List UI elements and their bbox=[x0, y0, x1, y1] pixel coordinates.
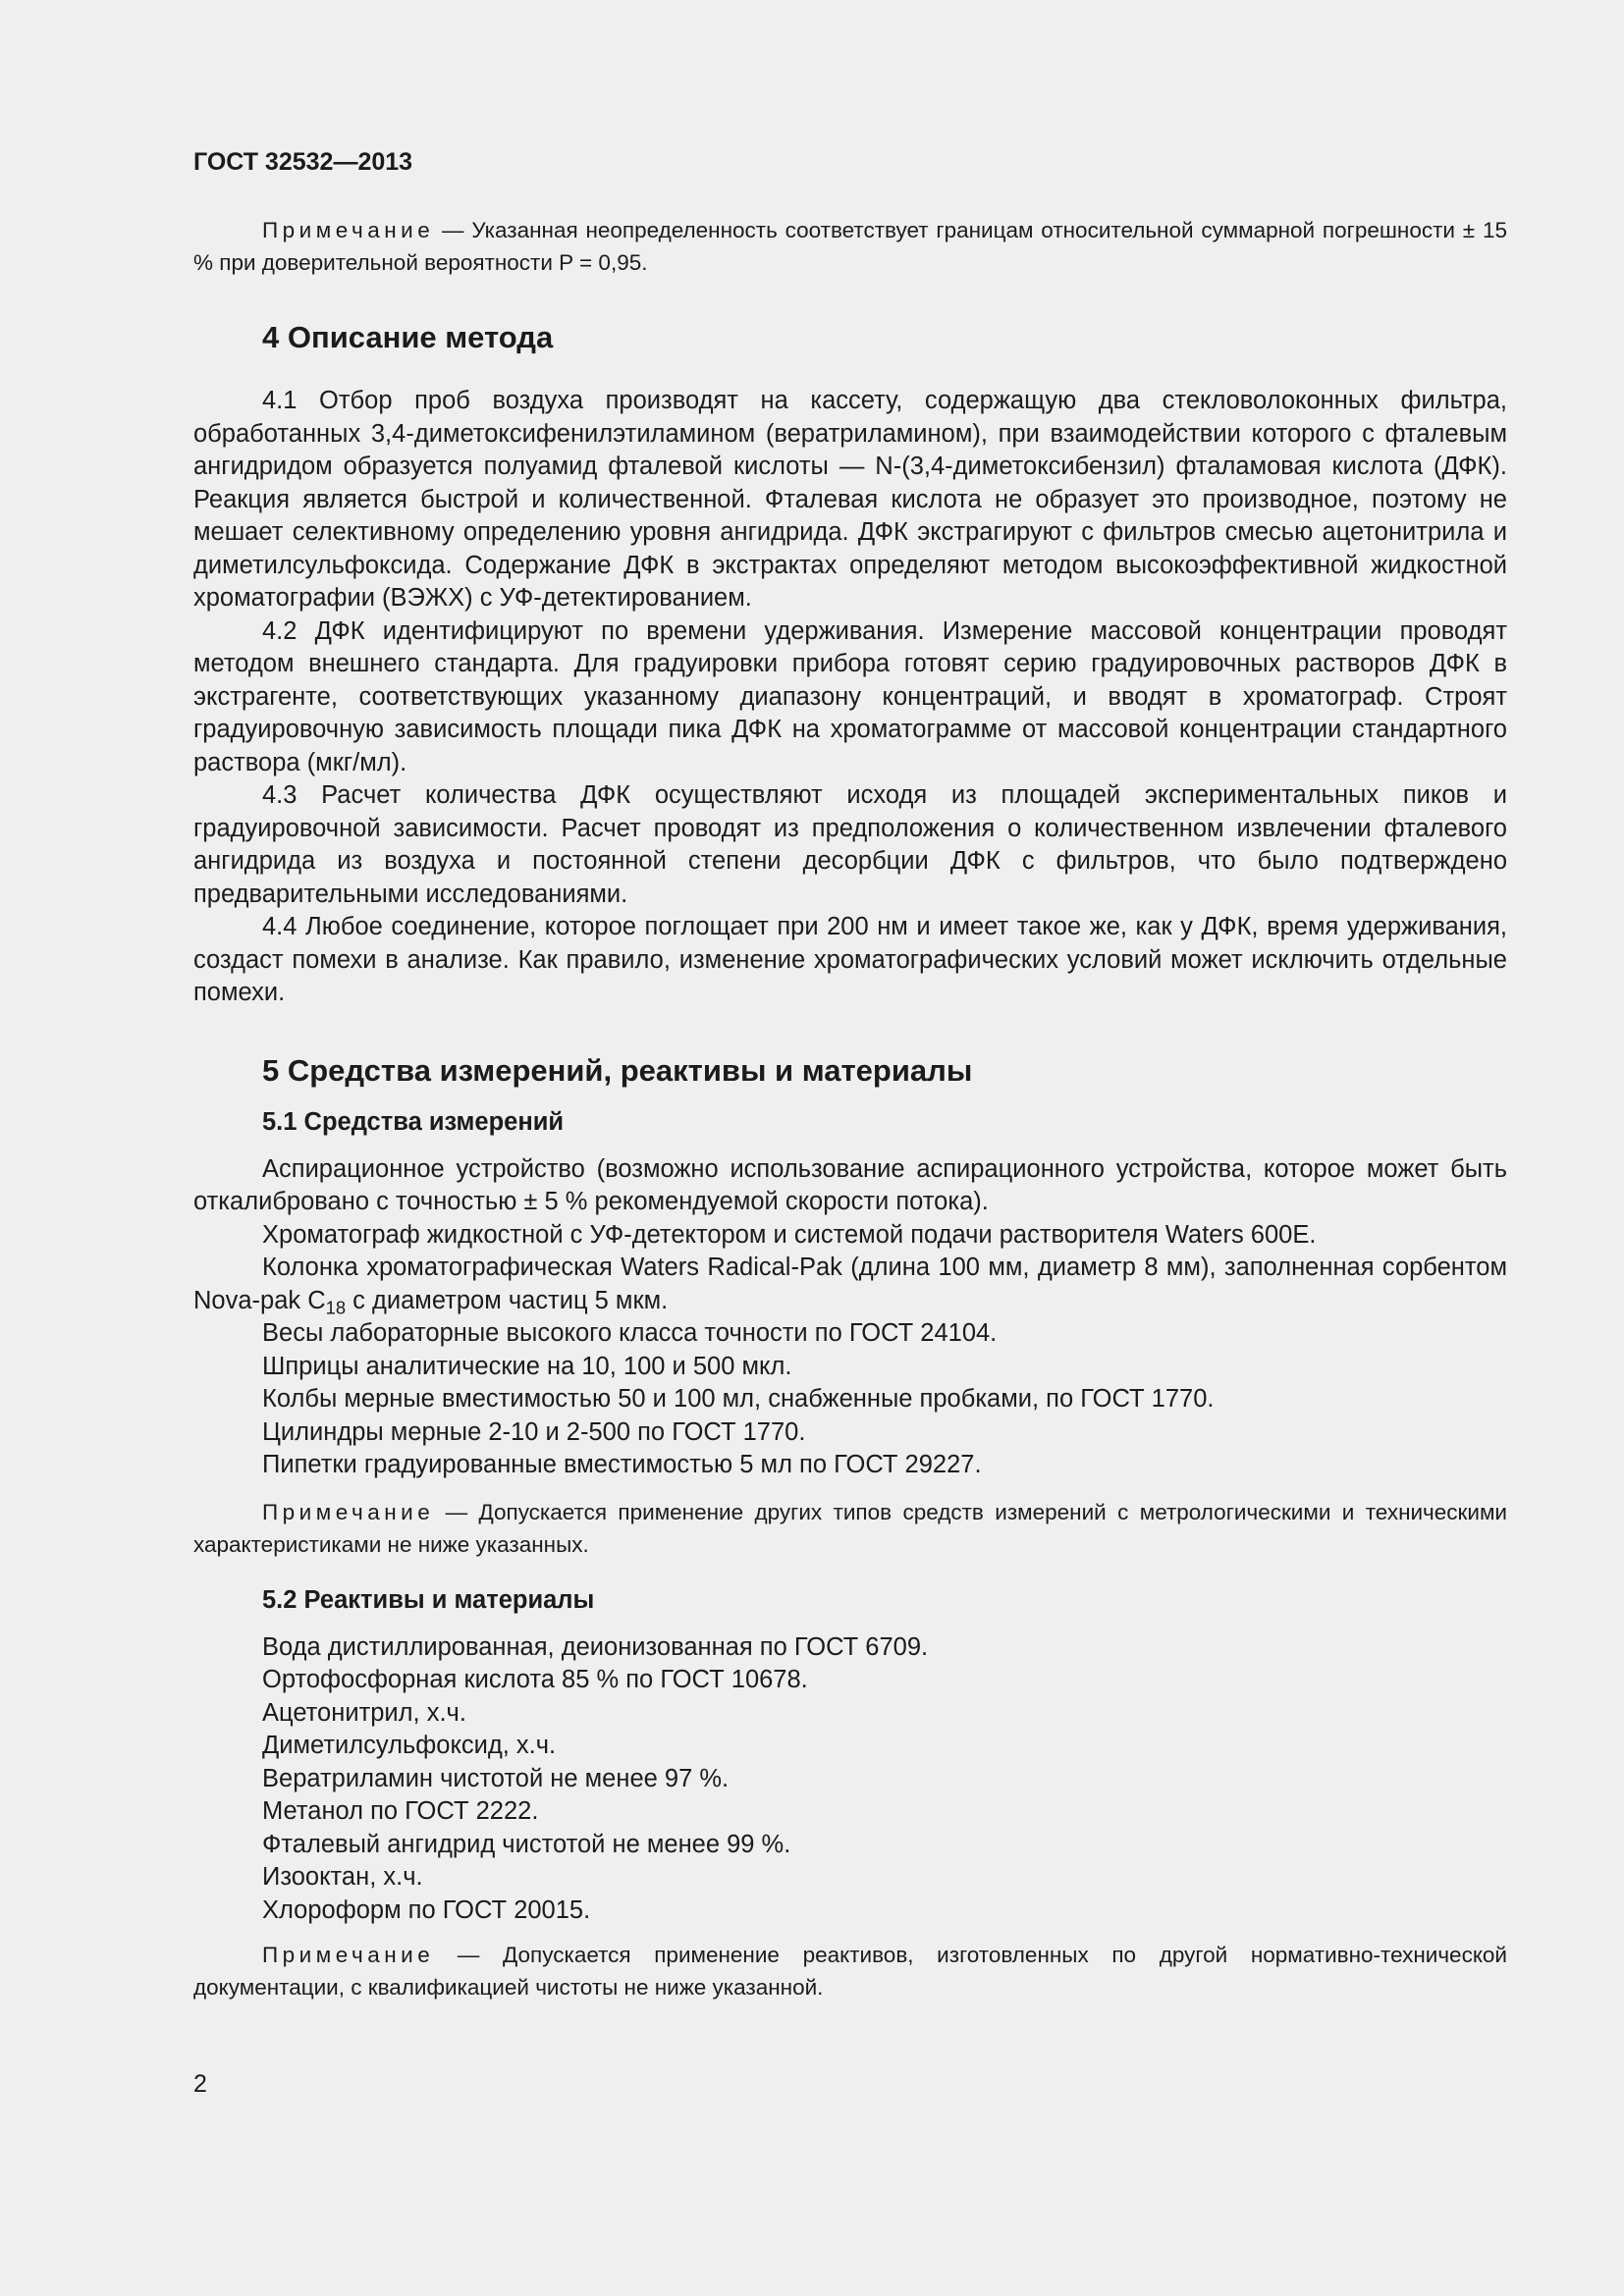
subsection-5-1-heading: 5.1 Средства измерений bbox=[262, 1107, 565, 1136]
paragraph-column bbox=[193, 1252, 1507, 1317]
list-item: Ацетонитрил, х.ч. bbox=[262, 1698, 466, 1727]
list-item: Цилиндры мерные 2-10 и 2-500 по ГОСТ 1770. bbox=[262, 1417, 806, 1446]
column-text-a: Колонка хроматографическая Waters Radical-Pak (длина 100 мм, диаметр 8 мм), заполненная сорбентом Nova-pak C bbox=[193, 1254, 1507, 1314]
list-item: Вода дистиллированная, деионизованная по ГОСТ 6709. bbox=[262, 1632, 929, 1661]
note-label: Примечание bbox=[262, 1499, 435, 1524]
note-text: — Указанная неопределенность соответствует границам относительной суммарной погрешности ± 15 % при доверительной вероятности P = 0,95. bbox=[193, 218, 1507, 275]
note-reagents bbox=[193, 1939, 1507, 2003]
note-uncertainty bbox=[193, 214, 1507, 279]
list-item: Метанол по ГОСТ 2222. bbox=[262, 1797, 539, 1825]
list-item: Весы лабораторные высокого класса точности по ГОСТ 24104. bbox=[262, 1319, 998, 1347]
subsection-5-2-heading: 5.2 Реактивы и материалы bbox=[262, 1585, 595, 1614]
paragraph-4-2: 4.2 ДФК идентифицируют по времени удерживания. Измерение массовой концентрации проводят методом внешнего стандарта. Для градуировки прибора готовят серию градуировочных растворов ДФК в экстрагенте, соответствующих указанному диапазону концентраций, и вводят в хроматограф. Строят градуировочную зависимость площади пика ДФК на хроматограмме от массовой концентрации стандартного раствора (мкг/мл). bbox=[193, 616, 1507, 776]
section-4-heading: 4 Описание метода bbox=[262, 320, 554, 354]
list-item: Фталевый ангидрид чистотой не менее 99 %. bbox=[262, 1830, 791, 1858]
list-item: Пипетки градуированные вместимостью 5 мл по ГОСТ 29227. bbox=[262, 1451, 982, 1478]
column-text-b: с диаметром частиц 5 мкм. bbox=[346, 1286, 669, 1314]
list-item: Колбы мерные вместимостью 50 и 100 мл, снабженные пробками, по ГОСТ 1770. bbox=[262, 1385, 1215, 1413]
note-measuring-instruments bbox=[193, 1496, 1507, 1561]
list-item: Диметилсульфоксид, х.ч. bbox=[262, 1732, 557, 1759]
paragraph-chromatograph: Хроматограф жидкостной с УФ-детектором и системой подачи растворителя Waters 600E. bbox=[262, 1220, 1317, 1249]
note-label: Примечание bbox=[262, 218, 435, 242]
paragraph-4-4: 4.4 Любое соединение, которое поглощает при 200 нм и имеет такое же, как у ДФК, время удерживания, создаст помехи в анализе. Как правило, изменение хроматографических условий может исключить отдельные помехи. bbox=[193, 913, 1507, 1006]
note-text: — Допускается применение других типов средств измерений с метрологическими и техническими характеристиками не ниже указанных. bbox=[193, 1499, 1507, 1557]
page-number: 2 bbox=[193, 2070, 207, 2098]
note-label: Примечание bbox=[262, 1943, 435, 1967]
column-subscript: 18 bbox=[325, 1297, 347, 1317]
list-item: Вератриламин чистотой не менее 97 %. bbox=[262, 1764, 730, 1792]
list-item: Изооктан, х.ч. bbox=[262, 1863, 423, 1891]
paragraph-4-1: 4.1 Отбор проб воздуха производят на кассету, содержащую два стекловолоконных фильтра, обработанных 3,4-диметоксифенилэтиламином (вератриламином), при взаимодействии которого с фталевым ангидридом образуется полуамид фталевой кислоты — N-(3,4-диметоксибензил) фталамовая кислота (ДФК). Реакция является быстрой и количественной. Фталевая кислота не образует это производное, поэтому не мешает селективному определению уровня ангидрида. ДФК экстрагируют с фильтров смесью ацетонитрила и диметилсульфоксида. Содержание ДФК в экстрактах определяют методом высокоэффективной жидкостной хроматографии (ВЭЖХ) с УФ-детектированием. bbox=[193, 387, 1507, 612]
list-item: Шприцы аналитические на 10, 100 и 500 мкл. bbox=[262, 1352, 792, 1380]
list-item: Ортофосфорная кислота 85 % по ГОСТ 10678. bbox=[262, 1666, 808, 1693]
page-content bbox=[193, 143, 1507, 2003]
section-5-heading: 5 Средства измерений, реактивы и материалы bbox=[262, 1052, 973, 1088]
document-code-header: ГОСТ 32532—2013 bbox=[193, 148, 413, 176]
list-item: Хлороформ по ГОСТ 20015. bbox=[262, 1896, 591, 1924]
paragraph-4-3: 4.3 Расчет количества ДФК осуществляют исходя из площадей экспериментальных пиков и градуировочной зависимости. Расчет проводят из предположения о количественном извлечении фталевого ангидрида из воздуха и постоянной степени десорбции ДФК с фильтров, что было подтверждено предварительными исследованиями. bbox=[193, 781, 1507, 908]
paragraph-aspiration-device: Аспирационное устройство (возможно использование аспирационного устройства, которое может быть откалибровано с точностью ± 5 % рекомендуемой скорости потока). bbox=[193, 1154, 1507, 1215]
note-text: — Допускается применение реактивов, изготовленных по другой нормативно-технической документации, с квалификацией чистоты не ниже указанной. bbox=[193, 1943, 1507, 2000]
